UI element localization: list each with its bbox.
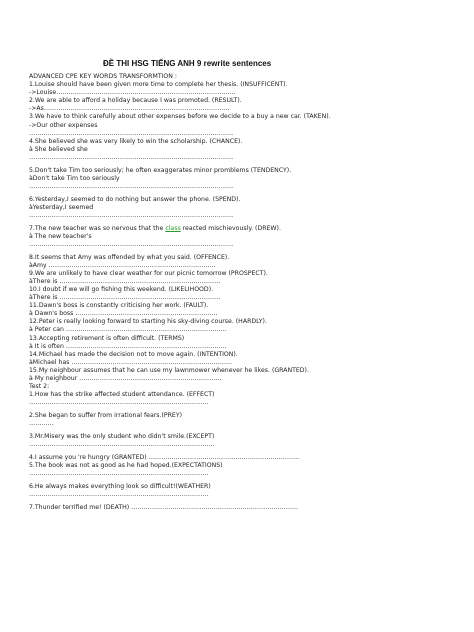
line-text: …………: [29, 420, 54, 428]
text-line: [29, 130, 469, 138]
line-text: 7.Thunder terrified me! (DEATH) ……………………………………………………………………...: [29, 503, 298, 511]
line-text: 1.How has the strike affected student attendance. (EFFECT): [29, 391, 215, 399]
text-line: [29, 399, 469, 407]
line-text: ………………………………………………………………………………………: [29, 240, 234, 248]
text-line: [29, 105, 469, 113]
line-text: àDon't take Tim too seriously: [29, 174, 120, 182]
text-line: [29, 212, 469, 220]
line-text: 14.Michael has made the decision not to move again. (INTENTION).: [29, 350, 238, 358]
text-line: [29, 204, 469, 212]
text-line: [29, 183, 469, 191]
line-text: Test 2:: [29, 383, 50, 391]
line-text: 4.I assume you 're hungry (GRANTED) ……………………………………………………………….: [29, 453, 300, 461]
text-line: [29, 454, 469, 462]
text-line: [29, 73, 469, 81]
text-line: [29, 294, 469, 302]
line-text: 5.Don't take Tim too seriously; he often exaggerates minor promblems (TENDENCY).: [29, 166, 292, 174]
line-text: ………………………………………………………………………………………: [29, 129, 234, 137]
line-text: ………………………………………………………………………………………: [29, 182, 234, 190]
line-text: à It is often ……………………………………………………………………: [29, 342, 227, 350]
line-text: 3.We have to think carefully about other expenses before we decide to a buy a new car. (TAKEN).: [29, 113, 331, 121]
line-text: 10.I doubt if we will go fishing this weekend. (LIKELIHOOD).: [29, 286, 214, 293]
text-line: [29, 154, 469, 162]
line-text: 3.Mr.Misery was the only student who didn't smile.(EXCEPT): [29, 432, 215, 440]
line-text: 12.Peter is really looking forward to starting his sky-diving course. (HARDLY).: [29, 318, 267, 326]
text-line: [29, 433, 469, 441]
line-text: àMichael has ……………………………………………………………………: [29, 358, 233, 366]
line-text: ………………………………………………………………………………: [29, 441, 215, 449]
text-line: [29, 383, 469, 391]
text-line: [29, 262, 469, 270]
line-text: ->Louise……………………………………………………………………………: [29, 89, 236, 97]
document-title: ĐỀ THI HSG TIẾNG ANH 9 rewrite sentences: [103, 59, 272, 68]
text-line: [29, 254, 469, 262]
text-line: [29, 375, 469, 383]
text-line: [29, 270, 469, 278]
text-line: [29, 441, 469, 449]
text-line: [29, 286, 469, 294]
line-text: ………………………………………………………………………………………: [29, 153, 234, 161]
line-text: 4.She believed she was very likely to win the scholarship. (CHANCE).: [29, 137, 243, 145]
text-line: [29, 343, 469, 351]
line-text: 9.We are unlikely to have clear weather for our picnic tomorrow (PROSPECT).: [29, 269, 268, 277]
line-text: à She believed she: [29, 145, 88, 153]
text-line: [29, 504, 469, 512]
line-text: 2.She began to suffer from irrational fears.(PREY): [29, 412, 183, 420]
line-text: ->Our other expenses: [29, 121, 98, 129]
text-line: [29, 81, 469, 89]
line-text: ADVANCED CPE KEY WORDS TRANSFORMTION :: [29, 73, 177, 80]
line-text: 5.The book was not as good as he had hoped.(EXPECTATIONS): [29, 461, 223, 469]
text-line: [29, 89, 469, 97]
text-line: [29, 420, 469, 428]
text-line: [29, 146, 469, 154]
text-line: [29, 241, 469, 249]
text-line: [29, 175, 469, 183]
text-line: [29, 470, 469, 478]
text-line: [29, 412, 469, 420]
line-text: ……………………………………………………………………………: [29, 490, 209, 498]
text-line: [29, 367, 469, 375]
line-text: ……………………………………………………………………………: [29, 399, 209, 407]
line-text: 6.He always makes everything look so difficult!(WEATHER): [29, 482, 211, 490]
line-text: à The new teacher's: [29, 232, 92, 240]
text-line: [29, 113, 469, 121]
line-text: ………………………………………………………………………………………: [29, 211, 234, 219]
line-text: 13.Accepting retirement is often difficult. (TERMS): [29, 334, 185, 342]
document-body: [29, 73, 469, 512]
line-text: 15.My neighbour assumes that he can use my lawnmower whenever he likes. (GRANTED).: [29, 366, 309, 374]
text-line: [29, 97, 469, 105]
line-text: à Peter can ……………………………………………………………………: [29, 326, 227, 334]
text-line: [29, 335, 469, 343]
text-line: [29, 462, 469, 470]
line-text: à Dawn's boss ……………………………………………………………: [29, 310, 218, 318]
text-line: [29, 310, 469, 318]
text-line: [29, 326, 469, 334]
text-line: [29, 491, 469, 499]
text-line: [29, 138, 469, 146]
text-line: [29, 196, 469, 204]
line-text: 7.The new teacher was so nervous that the: [29, 224, 166, 232]
line-text: àThere is ……………………………………………………………………: [29, 277, 221, 285]
text-line: [29, 167, 469, 175]
line-text: àYesterday,I seemed: [29, 203, 94, 211]
text-line: [29, 359, 469, 367]
text-line: [29, 483, 469, 491]
text-line: [29, 225, 469, 233]
line-text: 11.Dawn's boss is constantly criticising her work. (FAULT).: [29, 302, 209, 310]
text-line: [29, 351, 469, 359]
text-line: [29, 233, 469, 241]
line-text: àThere is ……………………………………………………………………: [29, 294, 221, 302]
line-text: àAmy ………………………………………………………………………: [29, 261, 216, 269]
class-link[interactable]: class: [165, 224, 181, 232]
text-line: [29, 318, 469, 326]
line-text-after: reacted mischievously. (DREW).: [180, 224, 281, 232]
text-line: [29, 302, 469, 310]
text-line: [29, 391, 469, 399]
text-line: [29, 122, 469, 130]
text-line: [29, 278, 469, 286]
line-text: ……………………………………………………………………………: [29, 470, 209, 478]
line-text: ->As………………………………………………………………………………: [29, 105, 230, 113]
line-text: 6.Yesterday,I seemed to do nothing but answer the phone. (SPEND).: [29, 195, 241, 203]
line-text: 1.Louise should have been given more time to complete her thesis. (INSUFFICENT).: [29, 81, 288, 89]
line-text: 2.We are able to afford a holiday because I was promoted. (RESULT).: [29, 97, 242, 105]
line-text: 8.It seems that Amy was offended by what you said. (OFFENCE).: [29, 253, 230, 261]
line-text: à My neighbour ……………………………………………………………: [29, 375, 222, 383]
